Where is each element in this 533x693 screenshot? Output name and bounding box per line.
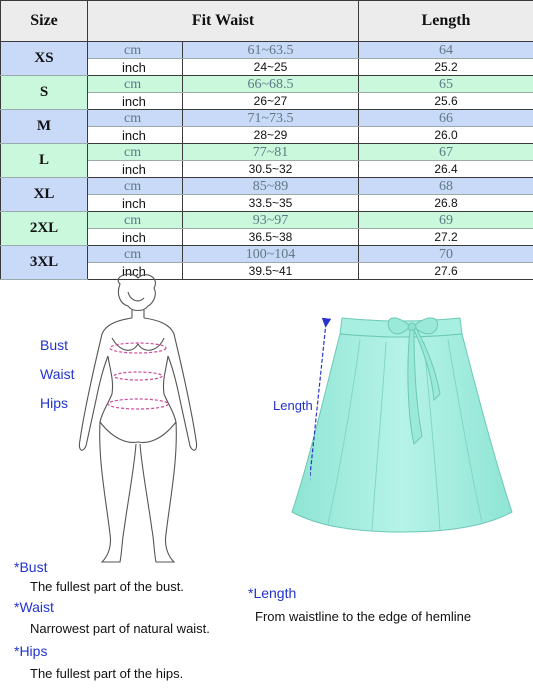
length-def-text: From waistline to the edge of hemline	[255, 609, 472, 624]
waist-cm-value: 66~68.5	[183, 76, 359, 93]
waist-cm-value: 77~81	[183, 144, 359, 161]
unit-inch-label: inch	[88, 161, 183, 178]
size-label: XL	[1, 178, 88, 212]
waist-cm-value: 100~104	[183, 246, 359, 263]
table-body	[1, 42, 533, 280]
unit-cm-label: cm	[88, 178, 183, 195]
unit-inch-label: inch	[88, 263, 183, 280]
size-label: XS	[1, 42, 88, 76]
size-label: M	[1, 110, 88, 144]
hips-def-text: The fullest part of the hips.	[30, 666, 184, 681]
measurement-guide	[0, 270, 533, 693]
unit-cm-label: cm	[88, 212, 183, 229]
length-cm-value: 69	[359, 212, 533, 229]
header-fit-waist: Fit Waist	[88, 1, 359, 42]
length-cm-value: 64	[359, 42, 533, 59]
length-inch-value: 27.6	[359, 263, 533, 280]
size-label: L	[1, 144, 88, 178]
size-label: 2XL	[1, 212, 88, 246]
size-label: S	[1, 76, 88, 110]
length-inch-value: 26.8	[359, 195, 533, 212]
length-cm-value: 65	[359, 76, 533, 93]
unit-inch-label: inch	[88, 229, 183, 246]
waist-inch-value: 30.5~32	[183, 161, 359, 178]
unit-inch-label: inch	[88, 127, 183, 144]
unit-cm-label: cm	[88, 42, 183, 59]
size-row-cm	[1, 212, 533, 229]
unit-inch-label: inch	[88, 195, 183, 212]
waist-inch-value: 26~27	[183, 93, 359, 110]
header-size: Size	[1, 1, 88, 42]
unit-inch-label: inch	[88, 59, 183, 76]
size-label: 3XL	[1, 246, 88, 280]
length-label: Length	[273, 398, 313, 413]
waist-label: Waist	[40, 366, 75, 382]
length-arrow	[310, 315, 340, 545]
unit-cm-label: cm	[88, 246, 183, 263]
unit-cm-label: cm	[88, 110, 183, 127]
size-row-cm	[1, 110, 533, 127]
size-row-cm	[1, 42, 533, 59]
length-cm-value: 68	[359, 178, 533, 195]
hips-label: Hips	[40, 395, 69, 411]
body-outline-illustration	[62, 270, 242, 570]
unit-cm-label: cm	[88, 144, 183, 161]
hips-def-title: *Hips	[14, 643, 48, 659]
bust-def-title: *Bust	[14, 559, 48, 575]
waist-cm-value: 71~73.5	[183, 110, 359, 127]
waist-inch-value: 33.5~35	[183, 195, 359, 212]
waist-cm-value: 61~63.5	[183, 42, 359, 59]
waist-cm-value: 85~89	[183, 178, 359, 195]
waist-cm-value: 93~97	[183, 212, 359, 229]
length-inch-value: 27.2	[359, 229, 533, 246]
size-row-cm	[1, 178, 533, 195]
size-row-cm	[1, 246, 533, 263]
waist-def-text: Narrowest part of natural waist.	[30, 621, 210, 636]
bust-label: Bust	[40, 337, 69, 353]
header-length: Length	[359, 1, 533, 42]
waist-inch-value: 36.5~38	[183, 229, 359, 246]
waist-def-title: *Waist	[14, 599, 54, 615]
unit-inch-label: inch	[88, 93, 183, 110]
length-cm-value: 66	[359, 110, 533, 127]
length-inch-value: 26.4	[359, 161, 533, 178]
length-cm-value: 70	[359, 246, 533, 263]
waist-inch-value: 28~29	[183, 127, 359, 144]
waist-inch-value: 24~25	[183, 59, 359, 76]
length-def-title: *Length	[248, 585, 297, 601]
size-row-cm	[1, 76, 533, 93]
length-inch-value: 26.0	[359, 127, 533, 144]
size-chart-table	[0, 0, 533, 280]
length-inch-value: 25.2	[359, 59, 533, 76]
bust-def-text: The fullest part of the bust.	[30, 579, 184, 594]
unit-cm-label: cm	[88, 76, 183, 93]
waist-inch-value: 39.5~41	[183, 263, 359, 280]
length-cm-value: 67	[359, 144, 533, 161]
size-row-cm	[1, 144, 533, 161]
table-header-row	[1, 1, 533, 42]
length-inch-value: 25.6	[359, 93, 533, 110]
